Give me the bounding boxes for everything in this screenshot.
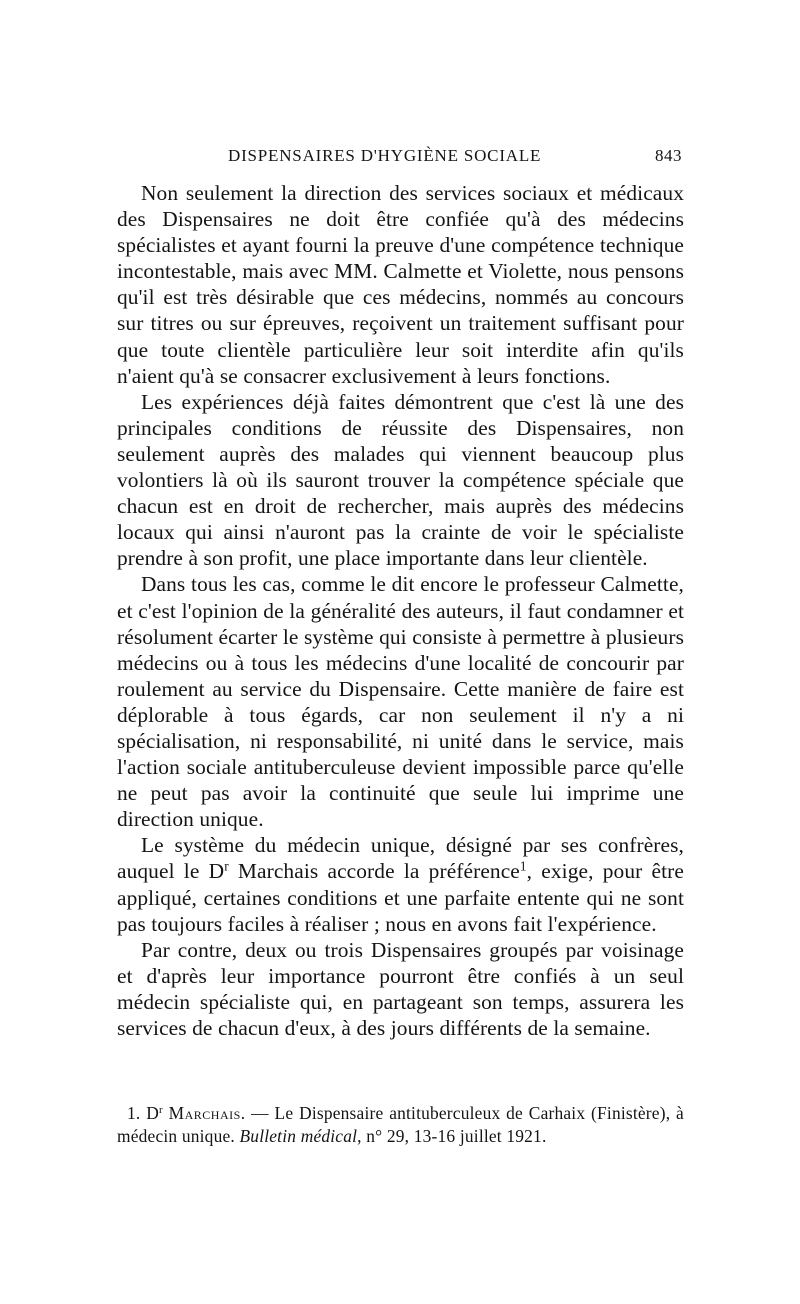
running-title: DISPENSAIRES D'HYGIÈNE SOCIALE [228, 146, 542, 165]
paragraph-text: Le système du médecin unique, désigné par ses confrères, auquel le D [117, 833, 684, 884]
footnote-author-sup: r [159, 1104, 163, 1117]
footnote-journal: Bulletin médical [239, 1125, 358, 1146]
main-text [117, 180, 684, 1041]
paragraph-text: , exige, pour être appliqué, certaines conditions et une parfaite entente qui ne sont pas toujours faciles à réaliser ; nous en avons fait l'expérience. [117, 859, 684, 936]
paragraph: Les expériences déjà faites démontrent que c'est là une des principales conditions de réussite des Dispensaires, non seulement auprès des malades qui viennent beaucoup plus volontiers là où ils sauront trouver la compétence spéciale que chacun est en droit de rechercher, mais auprès des médecins locaux qui ainsi n'auront pas la crainte de voir le spécialiste prendre à son profit, une place importante dans leur clientèle. [117, 389, 684, 571]
footnote [117, 1102, 684, 1147]
page-number: 843 [655, 146, 682, 165]
footnote-number: 1. [127, 1103, 141, 1123]
page-header [120, 146, 682, 170]
footnote-text-end: , n° 29, 13-16 juillet 1921. [357, 1125, 547, 1146]
paragraph: Par contre, deux ou trois Dispensaires groupés par voisinage et d'après leur importance pourront être confiés à un seul médecin spécialiste qui, en partageant son temps, assurera les services de chacun d'eux, à des jours différents de la semaine. [117, 937, 684, 1040]
footnote-author-prefix: D [146, 1103, 160, 1123]
paragraph: Dans tous les cas, comme le dit encore le professeur Calmette, et c'est l'opinion de la généralité des auteurs, il faut condamner et résolument écarter le système qui consiste à permettre à plusieurs médecins ou à tous les médecins d'une localité de concourir par roulement au service du Dispensaire. Cette manière de faire est déplorable à tous égards, car non seulement il n'y a ni spécialisation, ni responsabilité, ni unité dans le service, mais l'action sociale antituberculeuse devient impossible parce qu'elle ne peut pas avoir la continuité que seule lui imprime une direction unique. [117, 572, 684, 832]
footnote-reference[interactable]: 1 [519, 859, 527, 875]
paragraph-text: Marchais accorde la préférence [228, 859, 520, 884]
paragraph [117, 832, 684, 936]
paragraph: Non seulement la direction des services sociaux et médicaux des Dispensaires ne doit être confiée qu'à des médecins spécialistes et ayant fourni la preuve d'une compétence technique incontestable, mais avec MM. Calmette et Violette, nous pensons qu'il est très désirable que ces médecins, nommés au concours sur titres ou sur épreuves, reçoivent un traitement suffisant pour que toute clientèle particulière leur soit interdite afin qu'ils n'aient qu'à se consacrer exclusivement à leurs fonctions. [117, 181, 684, 388]
footnote-text: . — Le Dispensaire antituberculeux de Carhaix (Finistère), à médecin unique. [117, 1103, 684, 1146]
footnote-author-name: Marchais [168, 1103, 241, 1123]
superscript-abbreviation: r [224, 859, 229, 875]
